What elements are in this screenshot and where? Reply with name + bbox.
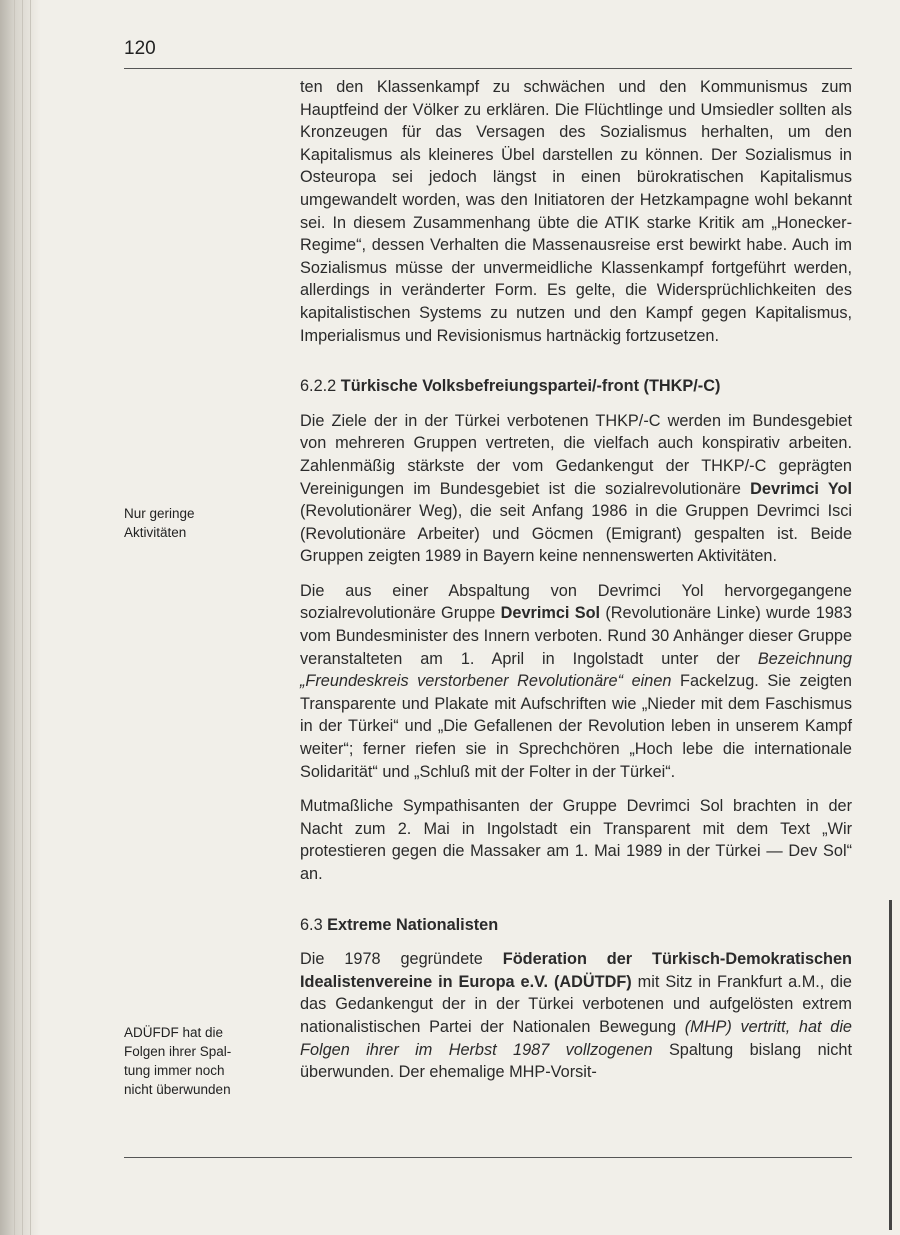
paragraph-atik: ten den Klassenkampf zu schwächen und den Kommunismus zum Hauptfeind der Völker zu erklären. Die Flüchtlinge und Umsiedler sollten als Kronzeugen für das Versagen des Sozialismus herhalten, um den Kapitalismus als kleineres Übel darstellen zu können. Der Sozialismus in Osteuropa sei jedoch längst in einen bürokratischen Kapitalismus umgewandelt worden, was den Initiatoren der Hetzkampagne wohl bekannt sei. In diesem Zusammenhang übte die ATIK starke Kritik am „Honecker-Regime“, dessen Verhalten die Massenausreise erst bewirkt habe. Auch im Sozialismus müsse der unvermeidliche Klassenkampf fortgeführt werden, allerdings in veränderter Form. Es gelte, die Widersprüchlichkeiten des kapitalistischen Systems zu nutzen und den Kampf gegen Kapitalismus, Imperialismus und Revisionismus hartnäckig fortzusetzen. — [300, 78, 852, 345]
margin-note-line: Aktivitäten — [124, 525, 187, 540]
paragraph-devrimci-sol: Die aus einer Abspaltung von Devrimci Yol hervorgegangene sozialrevolutionäre Gruppe Devrimci Sol (Revolutionäre Linke) wurde 1983 vom Bundesminister des Innern verboten. Rund 30 Anhänger dieser Gruppe veranstalteten am 1. April in Ingolstadt unter der Bezeichnung „Freundeskreis verstorbener Revolutionäre“ einen Fackelzug. Sie zeigten Transparente und Plakate mit Aufschriften wie „Nieder mit dem Faschismus in der Türkei“ und „Die Gefallenen der Revolution leben in unserem Kampf weiter“; ferner riefen sie in Sprechchören „Hoch lebe die internationale Solidarität“ und „Schluß mit der Folter in der Türkei“. — [300, 581, 852, 781]
spine-line — [22, 0, 23, 1235]
section-title: Türkische Volksbefreiungspartei/-front (THKP/-C) — [340, 377, 721, 396]
section-heading-thkp — [300, 375, 852, 398]
section-heading-nationalists — [300, 914, 852, 937]
margin-note-line: ADÜFDF hat die — [124, 1025, 224, 1040]
paragraph-adutdf: Die 1978 gegründete Föderation der Türkisch-Demokratischen Idealistenvereine in Europa e.V. (ADÜTDF) mit Sitz in Frankfurt a.M., die das Gedankengut der in der Türkei verbotenen und aufgelösten extrem nationalistischen Partei der Nationalen Bewegung (MHP) vertritt, hat die Folgen ihrer im Herbst 1987 vollzogenen Spaltung bislang nicht überwunden. Der ehemalige MHP-Vorsit- — [300, 950, 852, 1082]
section-title: Extreme Nationalisten — [327, 915, 499, 934]
margin-note-line: nicht überwunden — [124, 1082, 231, 1097]
book-spine-shadow — [0, 0, 40, 1235]
margin-note-line: tung immer noch — [124, 1063, 225, 1078]
paragraph-transparent: Mutmaßliche Sympathisanten der Gruppe Devrimci Sol brachten in der Nacht zum 2. Mai in Ingolstadt ein Transparent mit dem Text „Wir protestieren gegen die Massaker am 1. Mai 1989 in der Türkei — Dev Sol“ an. — [300, 797, 852, 883]
margin-note-line: Folgen ihrer Spal- — [124, 1044, 232, 1059]
spine-line — [14, 0, 15, 1235]
margin-note-low-activity — [124, 504, 274, 542]
page-edge — [889, 900, 892, 1230]
org-name-devrimci-sol: Devrimci Sol — [500, 604, 601, 623]
header-rule — [124, 68, 852, 69]
org-name-adutdf: Föderation der Türkisch-Demokratischen Idealistenvereine in Europa e.V. (ADÜTDF) — [300, 950, 852, 991]
footer-rule — [124, 1157, 852, 1158]
spine-line — [30, 0, 31, 1235]
paragraph-devrimci-yol: Die Ziele der in der Türkei verbotenen THKP/-C werden im Bundesgebiet von mehreren Gruppen vertreten, die vielfach auch konspirativ arbeiten. Zahlenmäßig stärkste der vom Gedankengut der THKP/-C geprägten Vereinigungen im Bundesgebiet ist die sozialrevolutionäre Devrimci Yol (Revolutionärer Weg), die seit Anfang 1986 in die Gruppen Devrimci Isci (Revolutionäre Arbeiter) und Göcmen (Emigrant) gespalten ist. Beide Gruppen zeigten 1989 in Bayern keine nennenswerten Aktivitäten. — [300, 411, 852, 566]
section-number: 6.2.2 — [300, 377, 337, 396]
section-number: 6.3 — [300, 915, 323, 934]
main-text-column — [300, 76, 852, 1084]
margin-note-aduefdf — [124, 1023, 274, 1099]
page-number: 120 — [124, 38, 156, 59]
margin-note-line: Nur geringe — [124, 506, 195, 521]
org-name-devrimci-yol: Devrimci Yol — [750, 479, 852, 498]
